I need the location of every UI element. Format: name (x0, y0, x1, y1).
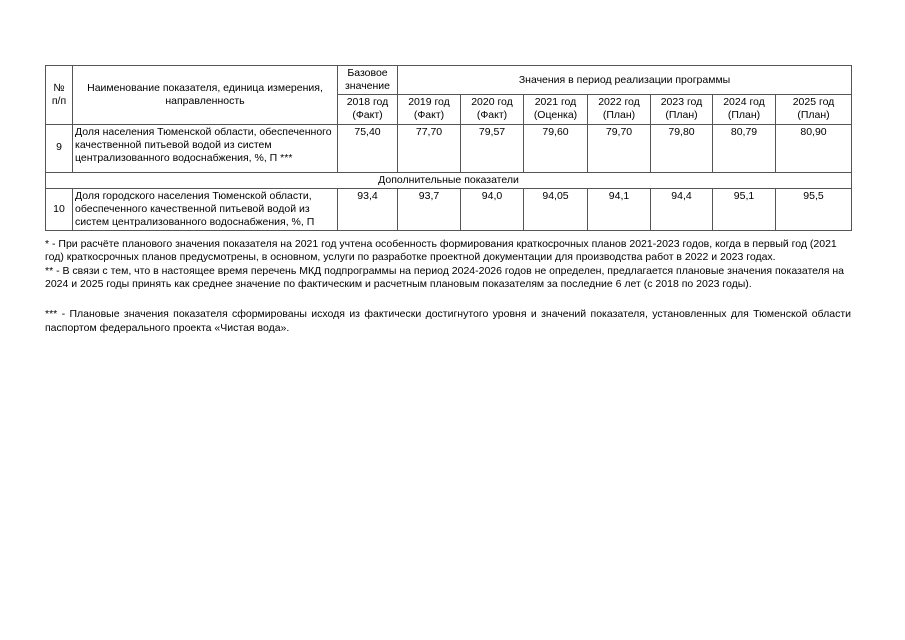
indicators-table (45, 65, 852, 231)
table-row (46, 124, 852, 172)
row-num: 9 (46, 124, 73, 172)
row-value: 93,4 (338, 188, 398, 230)
header-row-1 (46, 66, 852, 95)
header-period: Значения в период реализации программы (398, 66, 852, 95)
row-value: 79,60 (524, 124, 588, 172)
row-value: 77,70 (398, 124, 461, 172)
table-row (46, 188, 852, 230)
row-value: 94,4 (651, 188, 713, 230)
header-year: 2018 год (Факт) (338, 95, 398, 124)
row-value: 95,1 (713, 188, 776, 230)
footnotes (45, 238, 851, 335)
header-name: Наименование показателя, единица измерения, направленность (73, 66, 338, 125)
row-num: 10 (46, 188, 73, 230)
row-value: 79,57 (461, 124, 524, 172)
row-value: 94,05 (524, 188, 588, 230)
row-value: 80,79 (713, 124, 776, 172)
row-value: 79,70 (588, 124, 651, 172)
row-value: 94,0 (461, 188, 524, 230)
row-value: 80,90 (776, 124, 852, 172)
row-name: Доля населения Тюменской области, обеспеченного качественной питьевой водой из систем централизованного водоснабжения, %, П *** (73, 124, 338, 172)
header-year: 2025 год (План) (776, 95, 852, 124)
header-year: 2023 год (План) (651, 95, 713, 124)
header-year: 2019 год (Факт) (398, 95, 461, 124)
header-year: 2020 год (Факт) (461, 95, 524, 124)
section-title: Дополнительные показатели (46, 172, 852, 188)
header-year: 2021 год (Оценка) (524, 95, 588, 124)
row-value: 79,80 (651, 124, 713, 172)
row-value: 94,1 (588, 188, 651, 230)
footnote-1: * - При расчёте планового значения показателя на 2021 год учтена особенность формирования краткосрочных планов 2021-2023 годов, когда в первый год (2021 год) краткосрочных планов предусмотрены, в основном, услуги по разработке проектной документации для производства работ в 2022 и 2023 годах. (45, 238, 837, 264)
footnote-3: *** - Плановые значения показателя сформированы исходя из фактически достигнутого уровня и значений показателя, установленных для Тюменской области паспортом федерального проекта «Чистая вода». (45, 308, 851, 334)
header-year: 2024 год (План) (713, 95, 776, 124)
row-value: 95,5 (776, 188, 852, 230)
footnote-2: ** - В связи с тем, что в настоящее время перечень МКД подпрограммы на период 2024-2026 годов не определен, предлагается плановые значения показателя на 2024 и 2025 годы принять как среднее значение по фактическим и расчетным плановым показателям за последние 6 лет (с 2018 по 2023 годы). (45, 264, 845, 290)
row-value: 93,7 (398, 188, 461, 230)
header-base: Базовое значение (338, 66, 398, 95)
row-name: Доля городского населения Тюменской области, обеспеченного качественной питьевой водой из систем централизованного водоснабжения, %, П (73, 188, 338, 230)
row-value: 75,40 (338, 124, 398, 172)
header-num: № п/п (46, 66, 73, 125)
header-year: 2022 год (План) (588, 95, 651, 124)
section-row (46, 172, 852, 188)
